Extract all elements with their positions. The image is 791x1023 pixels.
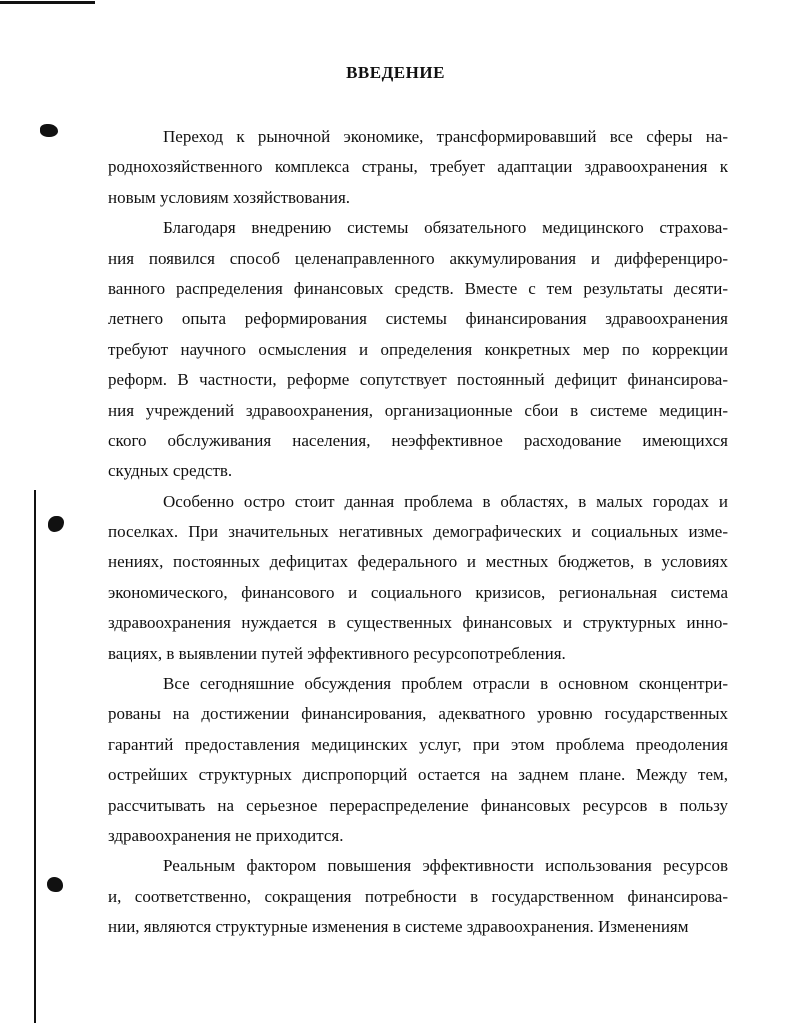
paragraph (108, 851, 728, 942)
scan-top-dash (0, 1, 95, 4)
text-line: и, соответственно, сокращения потребности в государственном финансирова- (108, 886, 728, 906)
text-line: вациях, в выявлении путей эффективного ресурсопотребления. (108, 643, 566, 663)
scan-left-border-line (34, 490, 36, 1023)
text-line: острейших структурных диспропорций остается на заднем плане. Между тем, (108, 765, 728, 785)
text-line: нии, являются структурные изменения в системе здравоохранения. Изменениям (108, 917, 689, 937)
text-line: новым условиям хозяйствования. (108, 187, 351, 207)
scan-blot (47, 877, 63, 892)
text-line: ния учреждений здравоохранения, организационные сбои в системе медицин- (108, 400, 728, 420)
text-line: здравоохранения нуждается в существенных финансовых и структурных инно- (108, 613, 728, 633)
text-line: Переход к рыночной экономике, трансформировавший все сферы на- (163, 127, 728, 146)
text-line: здравоохранения не приходится. (108, 825, 344, 845)
paragraph (108, 669, 728, 851)
scan-blot (48, 516, 64, 532)
page-title: ВВЕДЕНИЕ (346, 63, 445, 82)
text-line: рованы на достижении финансирования, адекватного уровню государственных (108, 704, 728, 724)
text-line: ванного распределения финансовых средств. Вместе с тем результаты десяти- (108, 278, 728, 298)
text-line: требуют научного осмысления и определения конкретных мер по коррекции (108, 339, 728, 359)
paragraph (108, 122, 728, 213)
text-line: ния появился способ целенаправленного аккумулирования и дифференциро- (108, 248, 728, 268)
text-line: Реальным фактором повышения эффективности использования ресурсов (163, 856, 728, 876)
text-line: поселках. При значительных негативных демографических и социальных изме- (108, 522, 728, 542)
text-line: Все сегодняшние обсуждения проблем отрасли в основном сконцентри- (163, 674, 728, 694)
text-line: скудных средств. (108, 461, 233, 481)
scan-blot (40, 124, 58, 137)
text-line: нениях, постоянных дефицитах федерального и местных бюджетов, в условиях (108, 552, 728, 572)
text-line: рассчитывать на серьезное перераспределение финансовых ресурсов в пользу (108, 795, 728, 815)
paragraph (108, 213, 728, 487)
document-body (108, 122, 728, 943)
text-line: экономического, финансового и социального кризисов, региональная система (108, 582, 728, 602)
text-line: Благодаря внедрению системы обязательного медицинского страхова- (163, 218, 728, 238)
text-line: гарантий предоставления медицинских услуг, при этом проблема преодоления (108, 734, 728, 754)
text-line: реформ. В частности, реформе сопутствует постоянный дефицит финансирова- (108, 370, 728, 390)
text-line: летнего опыта реформирования системы финансирования здравоохранения (108, 309, 728, 329)
text-line: ского обслуживания населения, неэффективное расходование имеющихся (108, 430, 728, 450)
text-line: роднохозяйственного комплекса страны, требует адаптации здравоохранения к (108, 157, 728, 177)
text-line: Особенно остро стоит данная проблема в областях, в малых городах и (163, 491, 728, 511)
paragraph (108, 487, 728, 669)
